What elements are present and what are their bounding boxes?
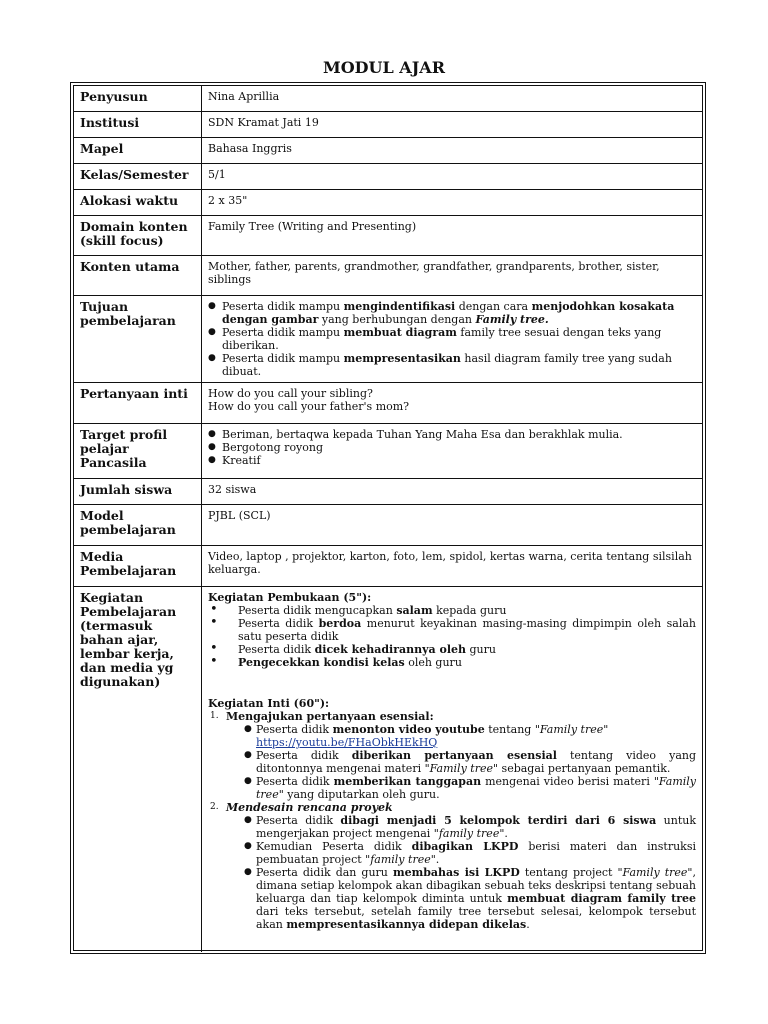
value-kegiatan: [202, 587, 702, 952]
row-kegiatan: [74, 587, 702, 952]
list-item: • Pengecekkan kondisi kelas oleh guru: [208, 656, 696, 669]
row-institusi: [74, 112, 702, 138]
row-tujuan: [74, 296, 702, 383]
value-konten: Mother, father, parents, grandmother, grandfather, grandparents, brother, sister, siblings: [208, 260, 660, 286]
label-konten: Konten utama: [74, 256, 202, 295]
list-item: ● Peserta didik mampu mengindentifikasi dengan cara menjodohkan kosakata dengan gambar yang berhubungan dengan Family tree.: [208, 300, 696, 326]
list-item: ● Beriman, bertaqwa kepada Tuhan Yang Maha Esa dan berakhlak mulia.: [208, 428, 696, 441]
list-item: ● Peserta didik diberikan pertanyaan esensial tentang video yang ditontonnya mengenai materi "Family tree" sebagai pertanyaan pemantik.: [226, 749, 696, 775]
document-title: MODUL AJAR: [323, 58, 445, 77]
row-profil: [74, 424, 702, 479]
label-media: Media Pembelajaran: [74, 546, 202, 586]
label-profil: Target profil pelajar Pancasila: [74, 424, 202, 478]
list-item: 1. Mengajukan pertanyaan esensial: ● Peserta didik menonton video youtube tentang "Family tree" https://youtu.be/FHaObkHEkHQ ● Peserta didik diberikan pertanyaan esensial tentang video yang ditontonnya mengenai materi "Family tree" sebagai pertanyaan pemantik. ● Peserta didik memberikan tanggapan mengenai video berisi materi "Family tree" yang diputarkan oleh guru.: [208, 710, 696, 801]
list-item: ● Peserta didik mampu mempresentasikan hasil diagram family tree yang sudah dibuat.: [208, 352, 696, 378]
row-pertanyaan: [74, 383, 702, 424]
value-penyusun: Nina Aprillia: [208, 90, 280, 103]
value-pertanyaan: How do you call your sibling? How do you call your father's mom?: [208, 387, 410, 413]
list-item: ● Peserta didik memberikan tanggapan mengenai video berisi materi "Family tree" yang diputarkan oleh guru.: [226, 775, 696, 801]
row-media: [74, 546, 702, 587]
value-mapel: Bahasa Inggris: [208, 142, 292, 155]
row-kelas: [74, 164, 702, 190]
label-kelas: Kelas/Semester: [74, 164, 202, 189]
section-heading-pembukaan: Kegiatan Pembukaan (5"):: [208, 591, 372, 604]
value-jumlah: 32 siswa: [208, 483, 257, 496]
list-item: ● Peserta didik menonton video youtube tentang "Family tree" https://youtu.be/FHaObkHEkHQ: [226, 723, 696, 749]
value-media: Video, laptop , projektor, karton, foto, lem, spidol, kertas warna, cerita tentang silsilah keluarga.: [208, 550, 692, 576]
row-alokasi: [74, 190, 702, 216]
row-konten: [74, 256, 702, 296]
list-item: ● Peserta didik dibagi menjadi 5 kelompok terdiri dari 6 siswa untuk mengerjakan project mengenai "family tree".: [226, 814, 696, 840]
label-penyusun: Penyusun: [74, 86, 202, 111]
label-model: Model pembelajaran: [74, 505, 202, 545]
row-jumlah: [74, 479, 702, 505]
list-item: ● Bergotong royong: [208, 441, 696, 454]
row-mapel: [74, 138, 702, 164]
list-item: ● Peserta didik mampu membuat diagram family tree sesuai dengan teks yang diberikan.: [208, 326, 696, 352]
list-item: ● Peserta didik dan guru membahas isi LKPD tentang project "Family tree", dimana setiap kelompok akan dibagikan sebuah teks deskripsi tentang sebuah keluarga dan tiap kelompok diminta untuk membuat diagram family tree dari teks tersebut, setelah family tree tersebut selesai, kelompok tersebut akan mempresentasikannya didepan dikelas.: [226, 866, 696, 931]
label-kegiatan: Kegiatan Pembelajaran (termasuk bahan ajar, lembar kerja, dan media yg digunakan): [74, 587, 202, 952]
list-item: • Peserta didik berdoa menurut keyakinan masing-masing dimpimpin oleh salah satu peserta didik: [208, 617, 696, 643]
label-institusi: Institusi: [74, 112, 202, 137]
label-tujuan: Tujuan pembelajaran: [74, 296, 202, 382]
list-item: ● Kreatif: [208, 454, 696, 467]
section-heading-inti: Kegiatan Inti (60"):: [208, 697, 330, 710]
row-model: [74, 505, 702, 546]
row-penyusun: [74, 86, 702, 112]
list-item: ● Kemudian Peserta didik dibagikan LKPD berisi materi dan instruksi pembuatan project "family tree".: [226, 840, 696, 866]
value-kelas: 5/1: [208, 168, 226, 181]
label-jumlah: Jumlah siswa: [74, 479, 202, 504]
label-domain: Domain konten (skill focus): [74, 216, 202, 255]
value-profil: [202, 424, 702, 478]
row-domain: [74, 216, 702, 256]
label-pertanyaan: Pertanyaan inti: [74, 383, 202, 423]
list-item: • Peserta didik mengucapkan salam kepada guru: [208, 604, 696, 617]
value-alokasi: 2 x 35": [208, 194, 248, 207]
value-institusi: SDN Kramat Jati 19: [208, 116, 319, 129]
lesson-module-table: [70, 82, 706, 954]
list-item: 2. Mendesain rencana proyek ● Peserta didik dibagi menjadi 5 kelompok terdiri dari 6 siswa untuk mengerjakan project mengenai "family tree". ● Kemudian Peserta didik dibagikan LKPD berisi materi dan instruksi pembuatan project "family tree". ● Peserta didik dan guru membahas isi LKPD tentang project "Family tree", dimana setiap kelompok akan dibagikan sebuah teks deskripsi tentang sebuah keluarga dan tiap kelompok diminta untuk membuat diagram family tree dari teks tersebut, setelah family tree tersebut selesai, kelompok tersebut akan mempresentasikannya didepan dikelas.: [208, 801, 696, 931]
label-mapel: Mapel: [74, 138, 202, 163]
value-tujuan: [202, 296, 702, 382]
youtube-link[interactable]: https://youtu.be/FHaObkHEkHQ: [256, 736, 438, 749]
label-alokasi: Alokasi waktu: [74, 190, 202, 215]
value-model: PJBL (SCL): [208, 509, 271, 522]
value-domain: Family Tree (Writing and Presenting): [208, 220, 417, 233]
list-item: • Peserta didik dicek kehadirannya oleh guru: [208, 643, 696, 656]
